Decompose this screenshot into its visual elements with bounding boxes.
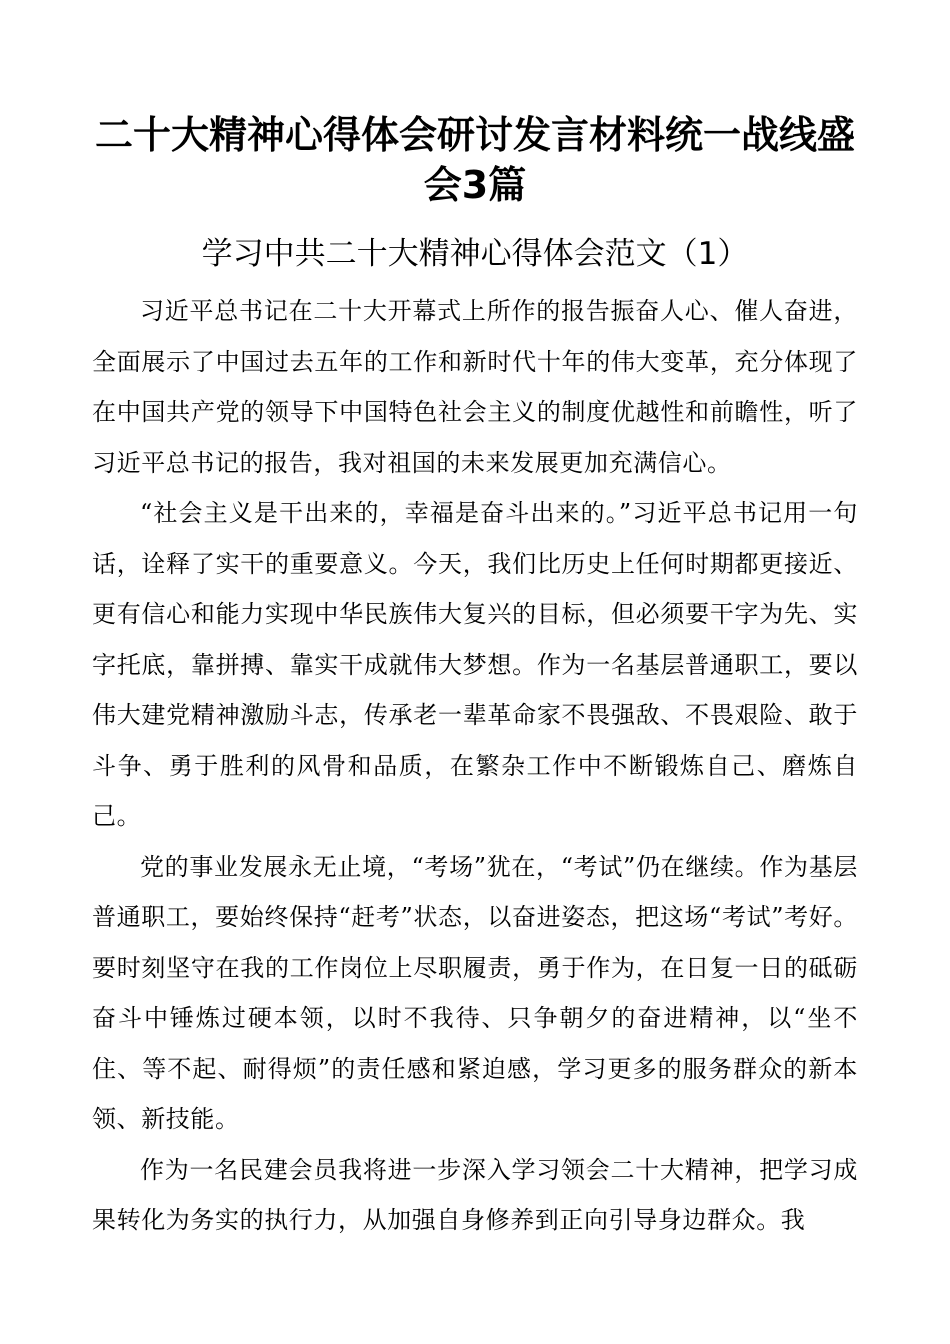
document-subtitle: 学习中共二十大精神心得体会范文（1）: [201, 236, 749, 272]
document-body: [92, 286, 858, 1246]
paragraph-4: 作为一名民建会员我将进一步深入学习领会二十大精神，把学习成果转化为务实的执行力，从加强自身修养到正向引导身边群众。我: [92, 1155, 858, 1234]
document-title: 二十大精神心得体会研讨发言材料统一战线盛会3篇: [94, 113, 855, 207]
paragraph-3: 党的事业发展永无止境，“考场”犹在，“考试”仍在继续。作为基层普通职工，要始终保持“赶考”状态，以奋进姿态，把这场“考试”考好。要时刻坚守在我的工作岗位上尽职履责，勇于作为，在日复一日的砥砺奋斗中锤炼过硬本领，以时不我待、只争朝夕的奋进精神，以“坐不住、等不起、耐得烦”的责任感和紧迫感，学习更多的服务群众的新本领、新技能。: [92, 852, 858, 1133]
paragraph-1: 习近平总书记在二十大开幕式上所作的报告振奋人心、催人奋进，全面展示了中国过去五年的工作和新时代十年的伟大变革，充分体现了在中国共产党的领导下中国特色社会主义的制度优越性和前瞻性，听了习近平总书记的报告，我对祖国的未来发展更加充满信心。: [92, 297, 858, 477]
paragraph-2: “社会主义是干出来的，幸福是奋斗出来的。”习近平总书记用一句话，诠释了实干的重要意义。今天，我们比历史上任何时期都更接近、更有信心和能力实现中华民族伟大复兴的目标，但必须要干字为先、实字托底，靠拼搏、靠实干成就伟大梦想。作为一名基层普通职工，要以伟大建党精神激励斗志，传承老一辈革命家不畏强敌、不畏艰险、敢于斗争、勇于胜利的风骨和品质，在繁杂工作中不断锻炼自己、磨炼自己。: [92, 499, 858, 830]
